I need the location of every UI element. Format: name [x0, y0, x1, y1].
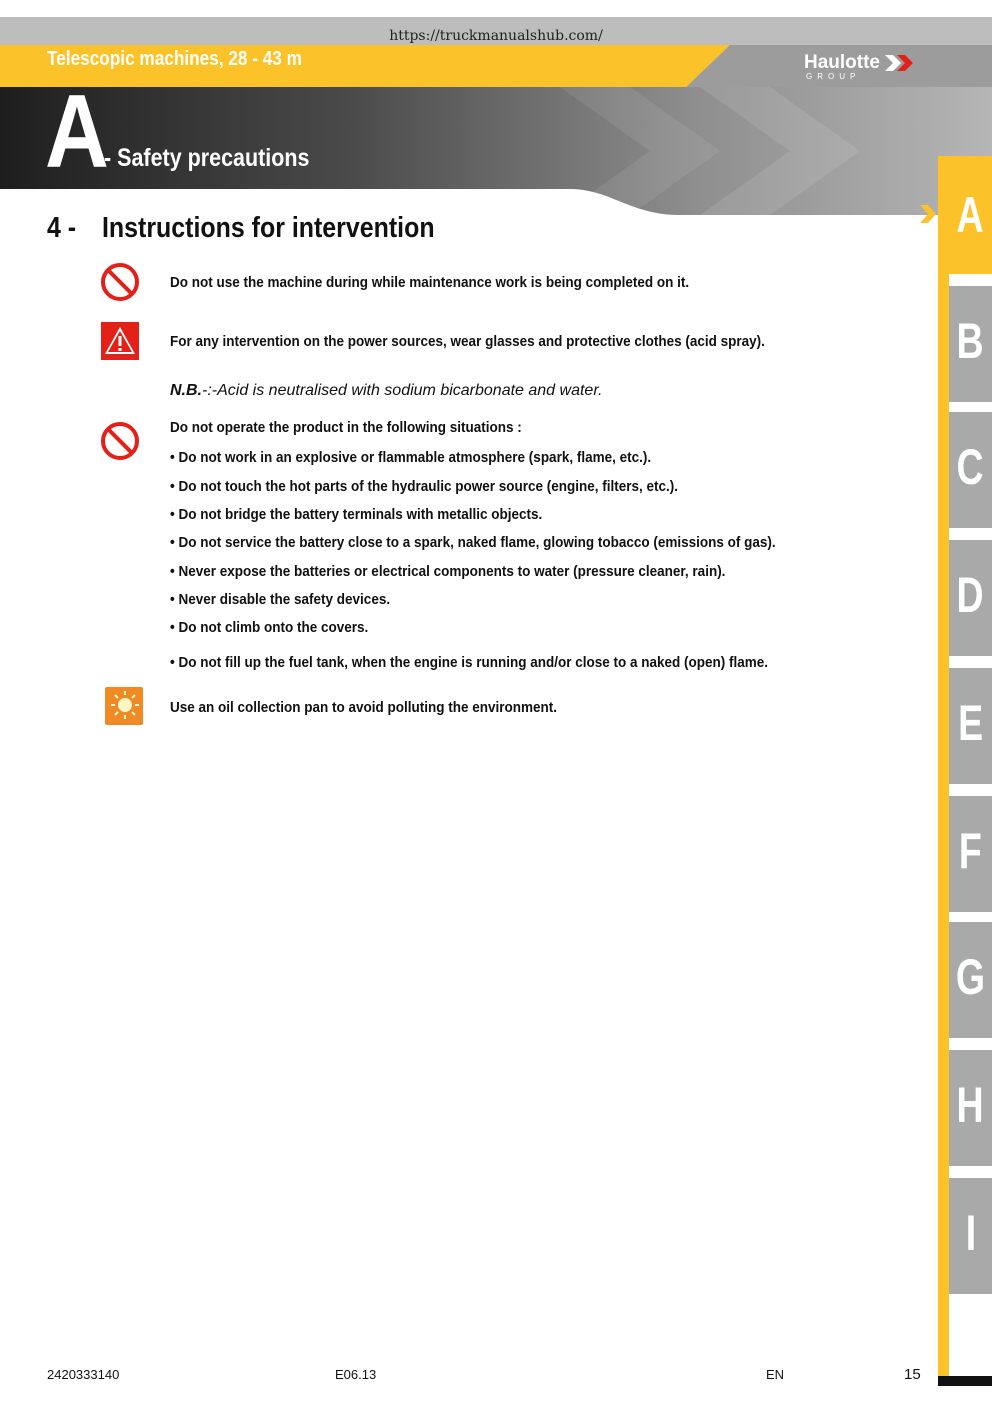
- bullet-item: • Do not bridge the battery terminals with metallic objects.: [170, 506, 543, 523]
- no-use-instruction: Do not use the machine during while maintenance work is being completed on it.: [170, 274, 690, 291]
- chapter-tab-i[interactable]: I: [949, 1178, 992, 1294]
- bullet-item: • Do not touch the hot parts of the hydraulic power source (engine, filters, etc.).: [170, 478, 679, 495]
- edition: E06.13: [335, 1367, 377, 1382]
- language: EN: [766, 1367, 785, 1382]
- section-title: Instructions for intervention: [102, 212, 435, 244]
- chapter-tab-c[interactable]: C: [949, 412, 992, 528]
- bullet-item: • Never disable the safety devices.: [170, 591, 391, 608]
- logo-group-text: GROUP: [806, 72, 861, 81]
- prohibition-icon: [100, 262, 140, 302]
- chapter-tab-g[interactable]: G: [949, 922, 992, 1038]
- environment-icon: [104, 686, 144, 726]
- nb-label: N.B.: [170, 382, 202, 399]
- nb-note: [170, 382, 603, 400]
- chevron-logo-icon: [885, 55, 917, 71]
- document-reference: 2420333140: [47, 1367, 120, 1382]
- source-url[interactable]: https://truckmanualshub.com/: [389, 28, 603, 44]
- bullet-item: • Never expose the batteries or electrical components to water (pressure cleaner, rain).: [170, 563, 726, 580]
- chapter-title: - Safety precautions: [104, 144, 310, 172]
- prohibition-icon: [100, 421, 140, 461]
- chapter-tab-e[interactable]: E: [949, 668, 992, 784]
- chapter-tab-h[interactable]: H: [949, 1050, 992, 1166]
- chapter-tab-f[interactable]: F: [949, 796, 992, 912]
- manual-title: Telescopic machines, 28 - 43 m: [47, 48, 302, 70]
- rail-end: [938, 1376, 992, 1386]
- power-source-instruction: For any intervention on the power sources, wear glasses and protective clothes (acid spray).: [170, 333, 765, 350]
- warning-icon: [100, 321, 140, 361]
- bullet-item: • Do not service the battery close to a spark, naked flame, glowing tobacco (emissions of gas).: [170, 534, 776, 551]
- bullet-item: • Do not climb onto the covers.: [170, 619, 369, 636]
- chapter-tab-a[interactable]: A: [949, 156, 992, 274]
- haulotte-logo: Haulotte: [804, 52, 880, 73]
- chapter-letter: A: [45, 74, 109, 190]
- bullet-item: • Do not work in an explosive or flammable atmosphere (spark, flame, etc.).: [170, 449, 652, 466]
- chapter-tab-b[interactable]: B: [949, 286, 992, 402]
- chapter-tab-d[interactable]: D: [949, 540, 992, 656]
- page-number: 15: [904, 1366, 921, 1383]
- chapter-rail: [938, 156, 949, 1376]
- section-number: 4 -: [47, 212, 77, 244]
- oil-pan-instruction: Use an oil collection pan to avoid polluting the environment.: [170, 699, 558, 716]
- situations-title: Do not operate the product in the following situations :: [170, 419, 522, 436]
- bullet-item: • Do not fill up the fuel tank, when the engine is running and/or close to a naked (open) flame.: [170, 654, 769, 671]
- nb-text: -:-Acid is neutralised with sodium bicarbonate and water.: [202, 382, 603, 399]
